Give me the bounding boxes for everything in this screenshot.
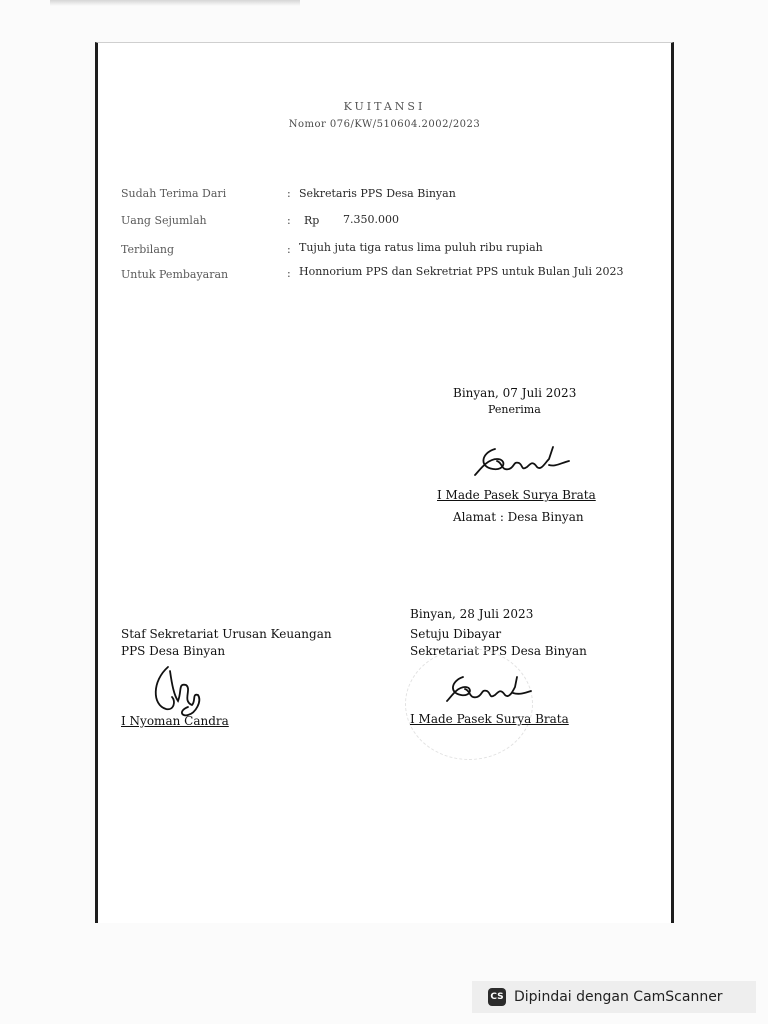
field-label-payment-for: Untuk Pembayaran <box>121 268 229 281</box>
finance-staff-signature <box>148 661 208 721</box>
finance-staff-title: Staf Sekretariat Urusan Keuangan <box>121 627 332 641</box>
receiver-signature <box>473 441 573 483</box>
field-colon: : <box>287 243 291 256</box>
field-currency: Rp <box>304 214 320 227</box>
approver-name: I Made Pasek Surya Brata <box>410 712 569 726</box>
camscanner-watermark <box>472 981 756 1013</box>
document-title: KUITANSI <box>343 100 426 113</box>
receiver-role: Penerima <box>488 403 541 416</box>
page-edge-shadow <box>50 0 300 6</box>
field-colon: : <box>287 214 291 227</box>
field-value-received-from: Sekretaris PPS Desa Binyan <box>299 187 456 200</box>
field-label-received-from: Sudah Terima Dari <box>121 187 227 200</box>
camscanner-logo-icon: CS <box>488 988 506 1006</box>
camscanner-text: Dipindai dengan CamScanner <box>514 989 723 1005</box>
approver-place-date: Binyan, 28 Juli 2023 <box>410 607 534 621</box>
field-value-amount: 7.350.000 <box>343 213 399 226</box>
receiver-address: Alamat : Desa Binyan <box>453 510 584 524</box>
approver-status: Setuju Dibayar <box>410 627 502 641</box>
field-value-spelled-amount: Tujuh juta tiga ratus lima puluh ribu rupiah <box>299 241 543 254</box>
field-value-payment-for: Honnorium PPS dan Sekretriat PPS untuk Bulan Juli 2023 <box>299 265 624 278</box>
field-colon: : <box>287 187 291 200</box>
field-label-amount: Uang Sejumlah <box>121 214 207 227</box>
field-label-spelled-amount: Terbilang <box>121 243 175 256</box>
approver-office: Sekretariat PPS Desa Binyan <box>410 644 587 658</box>
receipt-sheet <box>95 42 674 923</box>
receiver-name: I Made Pasek Surya Brata <box>437 488 596 502</box>
document-number: Nomor 076/KW/510604.2002/2023 <box>288 119 481 130</box>
receiver-place-date: Binyan, 07 Juli 2023 <box>453 386 577 400</box>
finance-staff-name: I Nyoman Candra <box>121 714 229 728</box>
finance-staff-office: PPS Desa Binyan <box>121 644 226 658</box>
field-colon: : <box>287 267 291 280</box>
approver-signature <box>443 671 533 709</box>
